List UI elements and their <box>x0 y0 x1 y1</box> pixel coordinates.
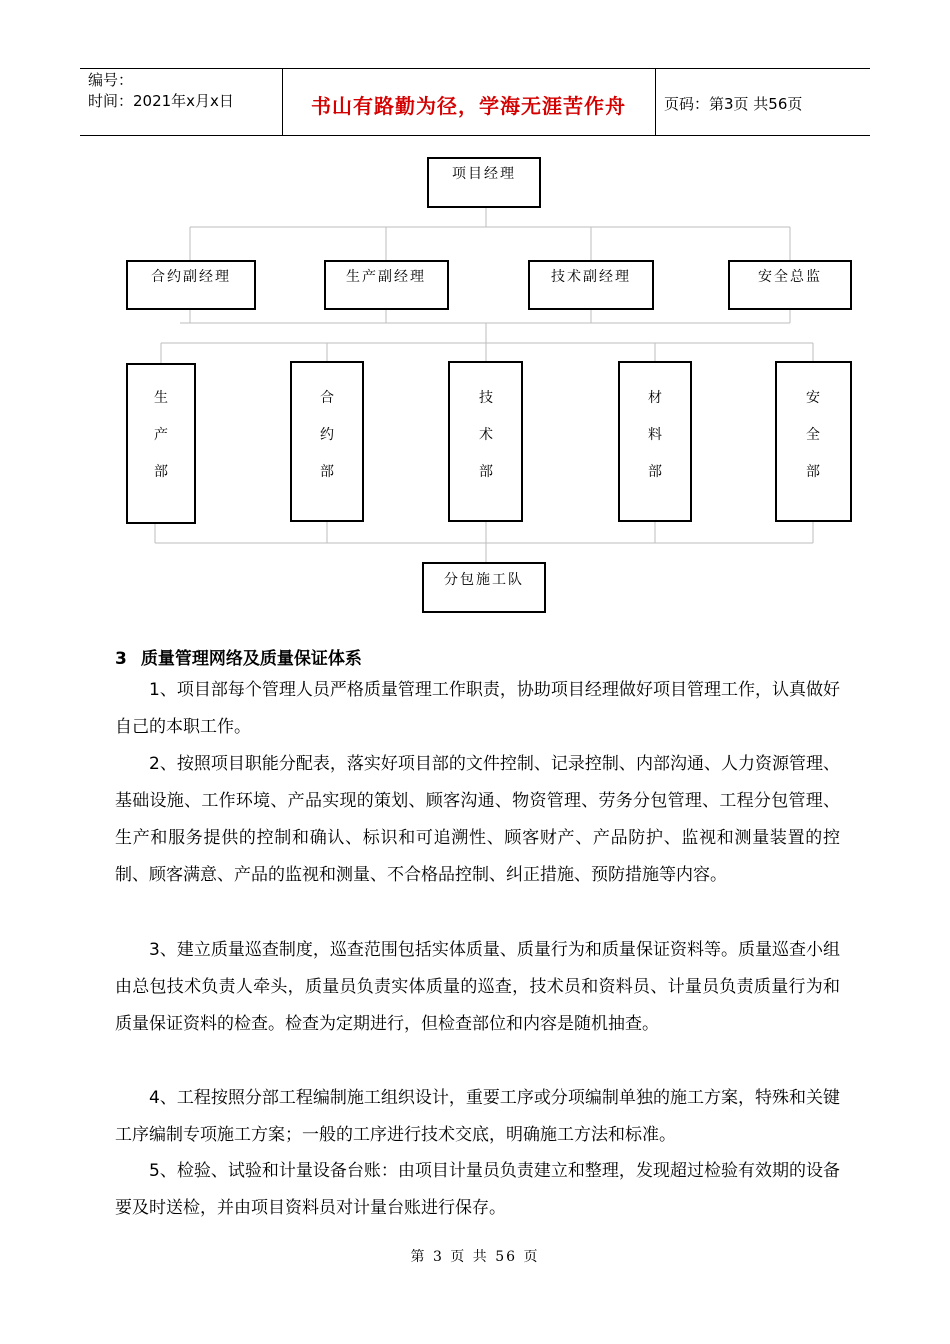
org-dept-char: 材 <box>648 390 662 406</box>
org-dept-label <box>479 389 493 480</box>
org-box-deputy-1 <box>127 261 255 309</box>
paragraph-4: 4、工程按照分部工程编制施工组织设计，重要工序或分项编制单独的施工方案，特殊和关键工序编制专项施工方案；一般的工序进行技术交底，明确施工方法和标准。 <box>115 1088 840 1145</box>
org-box-bottom <box>423 563 545 612</box>
org-chart <box>0 0 950 640</box>
org-dept-label <box>320 390 334 480</box>
org-dept-char: 部 <box>320 464 334 480</box>
org-dept-char: 部 <box>479 464 493 480</box>
header-motto: 书山有路勤为径，学海无涯苦作舟 <box>311 94 626 118</box>
org-dept-char: 约 <box>320 427 334 443</box>
org-dept-char: 术 <box>479 427 493 443</box>
org-dept-label <box>648 389 662 480</box>
paragraph-2: 2、按照项目职能分配表，落实好项目部的文件控制、记录控制、内部沟通、人力资源管理、基础设施、工作环境、产品实现的策划、顾客沟通、物资管理、劳务分包管理、工程分包管理、生产和服务提供的控制和确认、标识和可追溯性、顾客财产、产品防护、监视和测量装置的控制、顾客满意、产品的监视和测量、不合格品控制、纠正措施、预防措施等内容。 <box>115 754 840 885</box>
org-dept-char: 生 <box>154 390 168 406</box>
org-deputy-label: 生产副经理 <box>346 269 426 285</box>
org-box-dept-3 <box>449 362 522 521</box>
org-box-dept-4 <box>619 362 691 521</box>
org-deputy-label: 技术副经理 <box>551 269 631 285</box>
org-box-deputy-3 <box>529 261 653 309</box>
org-dept-label <box>806 390 820 480</box>
org-bottom-label: 分包施工队 <box>444 572 524 588</box>
org-dept-char: 产 <box>154 427 168 443</box>
org-box-top <box>428 158 540 207</box>
org-top-label: 项目经理 <box>452 166 516 182</box>
section-heading <box>115 644 376 669</box>
paragraph-5: 5、检验、试验和计量设备台账：由项目计量员负责建立和整理，发现超过检验有效期的设备要及时送检，并由项目资料员对计量台账进行保存。 <box>115 1161 840 1218</box>
org-box-deputy-4 <box>729 261 851 309</box>
org-dept-char: 部 <box>806 464 820 480</box>
org-box-dept-5 <box>776 362 851 521</box>
org-dept-char: 部 <box>648 464 662 480</box>
org-dept-label <box>154 389 168 480</box>
page-footer: 第 3 页 共 56 页 <box>410 1249 540 1265</box>
doc-time-label: 时间：2021年x月x日 <box>88 92 234 110</box>
section-title: 质量管理网络及质量保证体系 <box>140 649 362 669</box>
paragraph-1: 1、项目部每个管理人员严格质量管理工作职责，协助项目经理做好项目管理工作，认真做好自己的本职工作。 <box>115 680 840 737</box>
org-deputy-label: 安全总监 <box>758 269 822 285</box>
org-box-deputy-2 <box>325 261 448 309</box>
org-dept-char: 安 <box>806 390 820 406</box>
paragraph-3: 3、建立质量巡查制度，巡查范围包括实体质量、质量行为和质量保证资料等。质量巡查小组由总包技术负责人牵头，质量员负责实体质量的巡查，技术员和资料员、计量员负责质量行为和质量保证资料的检查。检查为定期进行，但检查部位和内容是随机抽查。 <box>115 940 840 1034</box>
org-deputy-label: 合约副经理 <box>151 269 231 285</box>
org-dept-char: 部 <box>154 464 168 480</box>
doc-number-label: 编号： <box>88 71 134 89</box>
org-box-dept-2 <box>291 362 363 521</box>
header-page-info: 页码：第3页 共56页 <box>664 95 803 113</box>
org-dept-char: 料 <box>648 427 662 443</box>
org-dept-char: 合 <box>320 390 334 406</box>
org-dept-char: 全 <box>806 427 820 443</box>
org-box-dept-1 <box>127 364 195 523</box>
section-number: 3 <box>115 649 127 669</box>
org-dept-char: 技 <box>479 390 493 406</box>
